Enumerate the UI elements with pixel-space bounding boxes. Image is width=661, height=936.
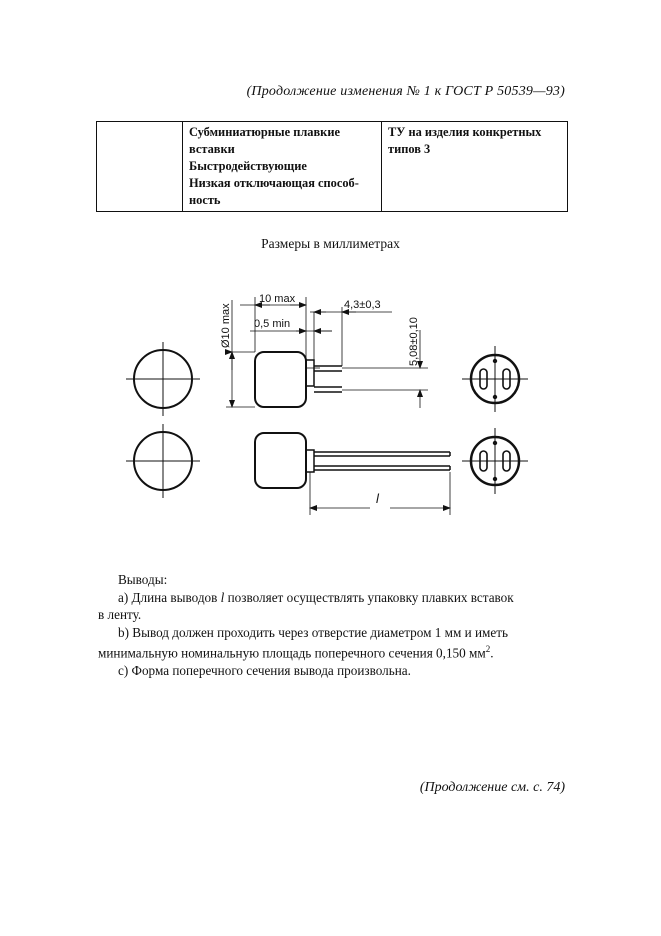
table-cell-empty bbox=[97, 122, 183, 212]
right-view-top bbox=[462, 346, 528, 412]
specification-table bbox=[96, 121, 568, 212]
note-a-var: l bbox=[220, 589, 225, 605]
note-a-cont: в ленту. bbox=[98, 607, 142, 622]
dimension-lead-length bbox=[310, 472, 450, 515]
left-view-bottom bbox=[126, 424, 200, 498]
reference-line: типов 3 bbox=[388, 142, 431, 156]
continuation-footer: (Продолжение см. с. 74) bbox=[419, 780, 565, 795]
description-line: Субминиатюрные плавкие bbox=[189, 125, 340, 139]
table-cell-reference bbox=[382, 122, 568, 212]
fuse-technical-drawing bbox=[100, 280, 560, 530]
fuse-body-top bbox=[255, 352, 342, 407]
note-b-sup: 2 bbox=[485, 644, 491, 654]
note-c: c) Форма поперечного сечения вывода произвольна. bbox=[118, 662, 411, 678]
note-b-line1: b) Вывод должен проходить через отверстие диаметром 1 мм и иметь bbox=[118, 624, 509, 640]
leads-notes bbox=[98, 571, 570, 679]
note-a-prefix: а) Длина выводов bbox=[118, 589, 221, 605]
dimension-pitch bbox=[342, 317, 428, 408]
left-view-top bbox=[126, 342, 200, 416]
continuation-header: (Продолжение изменения № 1 к ГОСТ Р 50539—93) bbox=[246, 84, 565, 99]
dim-label-508: 5,08±0,10 bbox=[408, 317, 420, 366]
dim-label-10max: 10 max bbox=[259, 293, 296, 305]
fuse-body-bottom bbox=[255, 433, 450, 488]
dim-label-diameter: Ø10 max bbox=[220, 303, 232, 348]
note-b-line2 bbox=[98, 641, 570, 662]
dim-label-l: l bbox=[376, 491, 379, 506]
description-line: ность bbox=[189, 193, 221, 207]
dimension-diameter bbox=[220, 300, 255, 407]
description-line: Низкая отключающая способ- bbox=[189, 176, 359, 190]
notes-title: Выводы: bbox=[118, 572, 168, 587]
dimension-lead-offset bbox=[310, 299, 392, 366]
reference-line: ТУ на изделия конкретных bbox=[388, 125, 542, 139]
description-line: вставки bbox=[189, 142, 235, 156]
dim-label-43: 4,3±0,3 bbox=[344, 299, 381, 311]
dim-label-05min: 0,5 min bbox=[254, 318, 291, 330]
note-a bbox=[118, 589, 570, 607]
dimensions-caption: Размеры в миллиметрах bbox=[261, 236, 400, 251]
description-line: Быстродействующие bbox=[189, 159, 307, 173]
right-view-bottom bbox=[462, 428, 528, 494]
table-cell-description bbox=[183, 122, 382, 212]
note-b-text: минимальную номинальную площадь поперечного сечения 0,150 мм bbox=[98, 645, 486, 661]
note-b-end: . bbox=[490, 645, 494, 661]
note-a-rest: позволяет осуществлять упаковку плавких вставок bbox=[224, 589, 514, 605]
table-row bbox=[97, 122, 568, 212]
